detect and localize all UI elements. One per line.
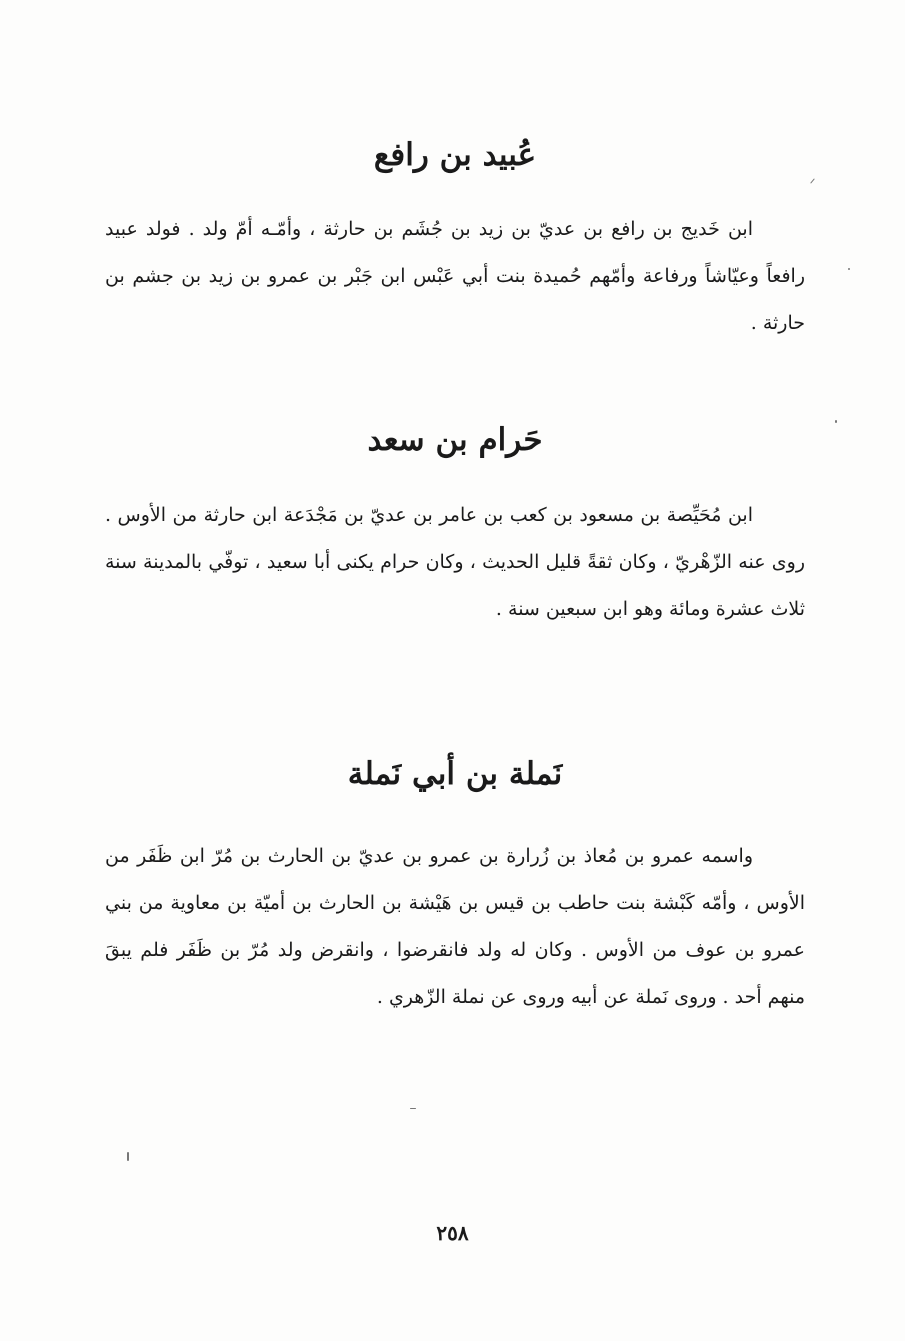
section-body-ubayd-text: ابن خَديج بن رافع بن عديّ بن زيد بن جُشَم بن حارثة ، وأمّـه أمّ ولد . فولد عبيد رافعاً وعيّاشاً ورفاعة وأمّهم حُميدة بنت أبي عَبْس ابن جَبْر بن عمرو بن زيد بن جشم بن حارثة . (105, 218, 805, 334)
section-title-namla: نَملة بن أبي نَملة (347, 756, 563, 792)
section-title-ubayd: عُبيد بن رافع (373, 137, 537, 173)
section-body-haram (105, 492, 805, 633)
section-title-haram: حَرام بن سعد (367, 422, 543, 458)
scan-speck (127, 1152, 129, 1161)
section-body-haram-text: ابن مُحَيِّصة بن مسعود بن كعب بن عامر بن عديّ بن مَجْدَعة ابن حارثة من الأوس . روى عنه الزّهْريّ ، وكان ثقةً قليل الحديث ، وكان حرام يكنى أبا سعيد ، توفّي بالمدينة سنة ثلاث عشرة ومائة وهو ابن سبعين سنة . (105, 504, 805, 620)
scan-speck (810, 178, 815, 183)
page-number: ٢٥٨ (436, 1221, 469, 1245)
scan-speck (848, 268, 850, 270)
section-body-namla (105, 833, 805, 1021)
section-body-ubayd (105, 206, 805, 347)
section-body-namla-text: واسمه عمرو بن مُعاذ بن زُرارة بن عمرو بن عديّ بن الحارث بن مُرّ ابن ظَفَر من الأوس ، وأمّه كَبْشة بنت حاطب بن قيس بن هَيْشة بن الحارث بن أميّة بن معاوية من بني عمرو بن عوف من الأوس . وكان له ولد فانقرضوا ، وانقرض ولد مُرّ بن ظَفَر فلم يبقَ منهم أحد . وروى نَملة عن أبيه وروى عن نملة الزّهري . (105, 845, 805, 1008)
scan-speck (835, 420, 837, 423)
scan-speck (410, 1108, 416, 1109)
